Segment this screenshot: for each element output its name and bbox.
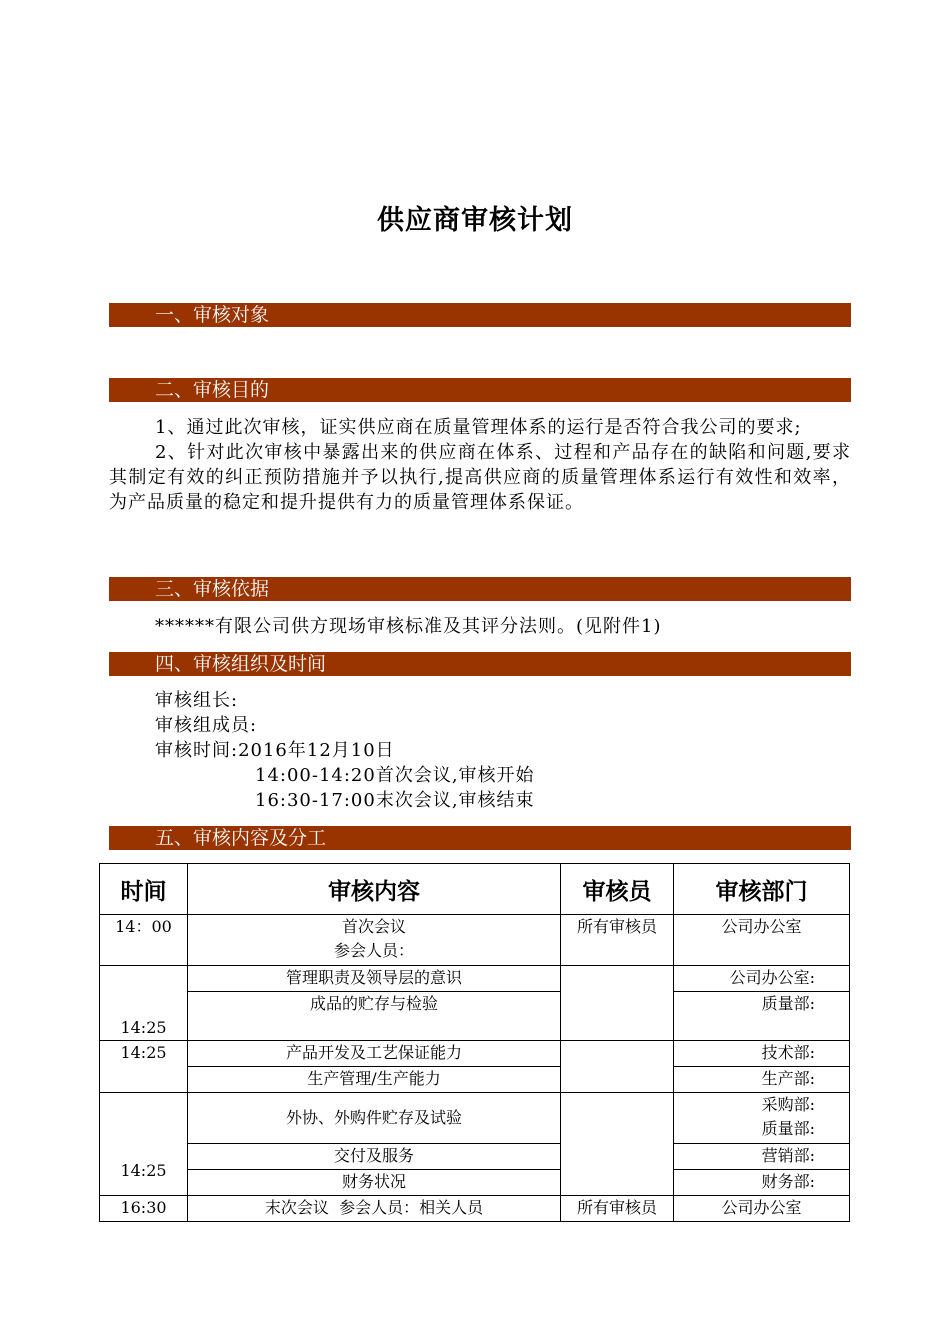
cell-content: 交付及服务 [188, 1144, 561, 1170]
cell-auditor [561, 966, 674, 1041]
cell-dept: 生产部: [674, 1067, 850, 1093]
time-line-1: 14:00-14:20首次会议,审核开始 [255, 765, 535, 786]
header-dept: 审核部门 [674, 864, 850, 915]
purpose-item-2: 2、针对此次审核中暴露出来的供应商在体系、过程和产品存在的缺陷和问题,要求其制定有效的纠正预防措施并予以执行,提高供应商的质量管理体系运行有效性和效率，为产品质量的稳定和提升提供有力的质量管理体系保证。 [109, 442, 851, 513]
cell-dept-line: 采购部: [761, 1095, 815, 1114]
table-row [100, 1093, 850, 1144]
cell-auditor [561, 1093, 674, 1196]
cell-content: 成品的贮存与检验 [188, 992, 561, 1041]
section-header-audit-purpose: 二、审核目的 [109, 378, 851, 402]
header-time: 时间 [100, 864, 188, 915]
leader-line: 审核组长: [155, 690, 239, 711]
cell-dept: 财务部: [674, 1170, 850, 1196]
purpose-item-1: 1、通过此次审核，证实供应商在质量管理体系的运行是否符合我公司的要求; [155, 417, 802, 438]
cell-content-line: 首次会议 [341, 917, 406, 936]
cell-dept: 营销部: [674, 1144, 850, 1170]
cell-content: 生产管理/生产能力 [188, 1067, 561, 1093]
cell-content: 财务状况 [188, 1170, 561, 1196]
table-row [100, 1170, 850, 1196]
cell-content-line: 参会人员： [333, 941, 414, 960]
cell-dept-line: 质量部: [761, 1119, 815, 1138]
audit-schedule-table [99, 863, 850, 1222]
cell-content: 外协、外购件贮存及试验 [188, 1093, 561, 1144]
cell-auditor: 所有审核员 [561, 1196, 674, 1222]
cell-auditor: 所有审核员 [561, 915, 674, 966]
cell-time: 16:30 [100, 1196, 188, 1222]
cell-dept: 质量部: [674, 992, 850, 1041]
date-line: 审核时间:2016年12月10日 [155, 740, 395, 761]
table-row [100, 1067, 850, 1093]
cell-dept: 公司办公室 [674, 1196, 850, 1222]
section-header-content: 五、审核内容及分工 [109, 826, 851, 850]
cell-dept: 公司办公室: [674, 966, 850, 992]
table-row [100, 915, 850, 966]
section-header-audit-basis: 三、审核依据 [109, 577, 851, 601]
cell-auditor [561, 1041, 674, 1093]
cell-content: 管理职责及领导层的意识 [188, 966, 561, 992]
cell-time: 14：00 [100, 915, 188, 966]
cell-time: 14:25 [100, 1041, 188, 1093]
page-title: 供应商审核计划 [377, 205, 573, 236]
members-line: 审核组成员: [155, 715, 258, 736]
table-row [100, 992, 850, 1041]
purpose-text [109, 415, 851, 515]
cell-dept [674, 1093, 850, 1144]
cell-dept: 技术部: [674, 1041, 850, 1067]
header-auditor: 审核员 [561, 864, 674, 915]
cell-dept: 公司办公室 [674, 915, 850, 966]
cell-time: 14:25 [100, 1093, 188, 1196]
table-row [100, 966, 850, 992]
cell-content [188, 915, 561, 966]
cell-content: 产品开发及工艺保证能力 [188, 1041, 561, 1067]
cell-time: 14:25 [100, 966, 188, 1041]
table-row [100, 1041, 850, 1067]
table-header-row [100, 864, 850, 915]
header-content: 审核内容 [188, 864, 561, 915]
section-header-organization: 四、审核组织及时间 [109, 652, 851, 676]
table-row [100, 1196, 850, 1222]
time-line-2: 16:30-17:00末次会议,审核结束 [255, 790, 535, 811]
basis-text: ******有限公司供方现场审核标准及其评分法则。(见附件1) [155, 616, 662, 637]
table-row [100, 1144, 850, 1170]
section-header-audit-object: 一、审核对象 [109, 303, 851, 327]
cell-content: 末次会议 参会人员：相关人员 [188, 1196, 561, 1222]
